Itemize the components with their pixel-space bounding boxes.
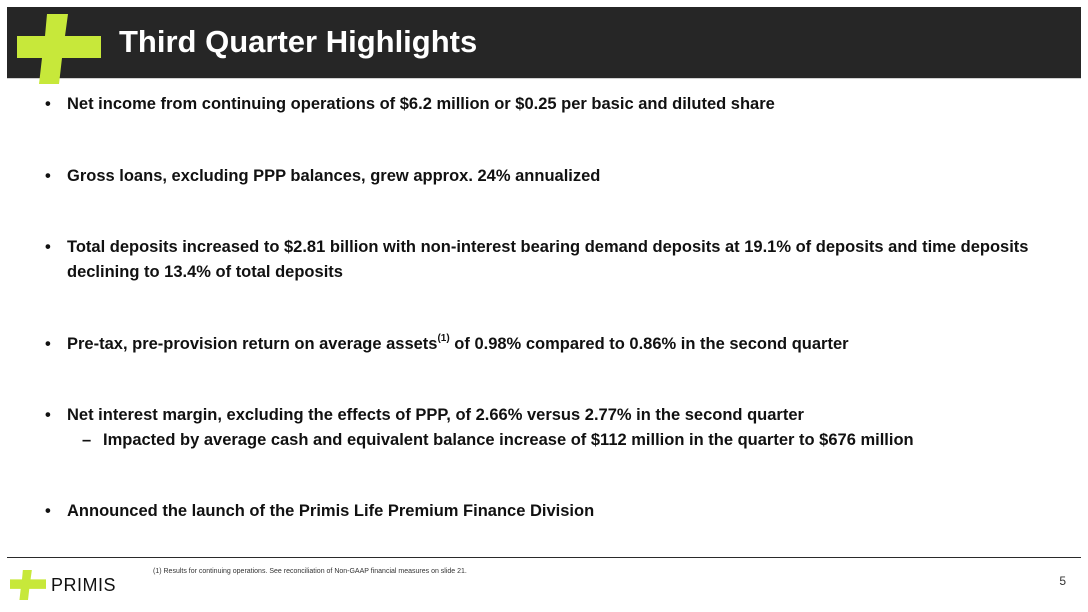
bullet-text: Net income from continuing operations of $6.2 million or $0.25 per basic and diluted share xyxy=(67,95,775,113)
bullet-text: Announced the launch of the Primis Life Premium Finance Division xyxy=(67,502,595,520)
bullet-marker: • xyxy=(45,238,51,256)
bullet-text xyxy=(67,332,1055,357)
bullet-marker: • xyxy=(45,335,51,353)
footer-divider xyxy=(7,557,1081,558)
bullet-marker: • xyxy=(45,167,51,185)
sub-bullet-marker: – xyxy=(82,431,92,449)
list-item xyxy=(45,499,1055,524)
bullet-text-before: Pre-tax, pre-provision return on average assets xyxy=(67,335,438,353)
list-item xyxy=(45,164,1055,189)
slide-title: Third Quarter Highlights xyxy=(119,24,478,59)
sub-bullet-text: Impacted by average cash and equivalent balance increase of $112 million in the quarter to $676 million xyxy=(103,431,914,449)
sub-list-item xyxy=(82,428,1062,453)
footer-brand-name: PRIMIS xyxy=(51,575,117,595)
bullet-marker: • xyxy=(45,502,51,520)
bullet-marker: • xyxy=(45,95,51,113)
bullet-text: Net interest margin, excluding the effects of PPP, of 2.66% versus 2.77% in the second quarter xyxy=(67,406,804,424)
bullet-text: Total deposits increased to $2.81 billion with non-interest bearing demand deposits at 19.1% of deposits and time deposits declining to 13.4% of total deposits xyxy=(67,238,1029,281)
footer-logo xyxy=(10,570,128,600)
primis-cross-icon xyxy=(10,570,46,600)
footnote-marker: (1) xyxy=(437,332,450,344)
bullet-marker: • xyxy=(45,406,51,424)
list-item xyxy=(45,403,1055,428)
list-item xyxy=(45,235,1055,285)
bullet-text: Gross loans, excluding PPP balances, grew approx. 24% annualized xyxy=(67,167,601,185)
page-number: 5 xyxy=(1059,574,1066,588)
footnote: (1) Results for continuing operations. See reconciliation of Non-GAAP financial measures on slide 21. xyxy=(153,568,467,575)
list-item xyxy=(45,332,1055,357)
bullet-text-after: of 0.98% compared to 0.86% in the second quarter xyxy=(449,335,849,353)
list-item xyxy=(45,92,1055,117)
